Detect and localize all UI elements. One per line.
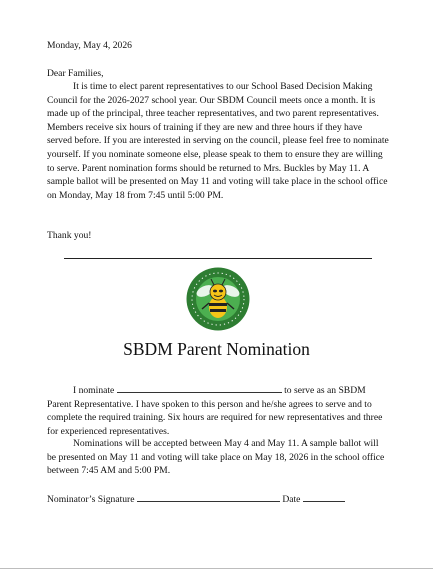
nomination-statement (47, 383, 389, 438)
date-field[interactable] (303, 492, 345, 502)
letter-closing: Thank you! (47, 230, 92, 241)
signature-label: Nominator’s Signature (47, 494, 135, 505)
letter-salutation: Dear Families, (47, 68, 104, 79)
signature-field[interactable] (137, 492, 280, 502)
date-label: Date (282, 494, 301, 505)
nominate-suffix: to serve as an SBDM Parent Representative. I have spoken to this person and he/she agrees to serve and to complete the required training. Six hours are required for new representatives and three for experienced representatives. (47, 385, 383, 437)
signature-line (47, 492, 407, 507)
deadline-paragraph (47, 437, 389, 478)
yellow-jacket-mascot-icon (186, 267, 250, 331)
nominate-prefix: I nominate (73, 385, 115, 396)
nominee-name-field[interactable] (117, 383, 282, 393)
letter-date: Monday, May 4, 2026 (47, 40, 132, 51)
deadline-text: Nominations will be accepted between May 4 and May 11. A sample ballot will be presented on May 11 and voting will take place on May 18, 2026 in the school office between 7:45 AM and 5:00 PM. (47, 438, 385, 477)
page-bottom-edge (0, 568, 433, 569)
form-title: SBDM Parent Nomination (123, 339, 310, 359)
section-divider (64, 258, 372, 259)
letter-body: It is time to elect parent representatives to our School Based Decision Making Council for the 2026-2027 school year. Our SBDM Council meets once a month. It is made up of the principal, three teacher representatives, and two parent representatives. Members receive six hours of training if they are new and three hours if they have served before. If you are interested in serving on the council, please feel free to nominate yourself. If you nominate someone else, please speak to them to ensure they are willing to serve. Parent nomination forms should be returned to Mrs. Buckles by May 11. A sample ballot will be presented on May 11 and voting will take place in the school office on Monday, May 18 from 7:45 until 5:00 PM. (47, 81, 389, 201)
